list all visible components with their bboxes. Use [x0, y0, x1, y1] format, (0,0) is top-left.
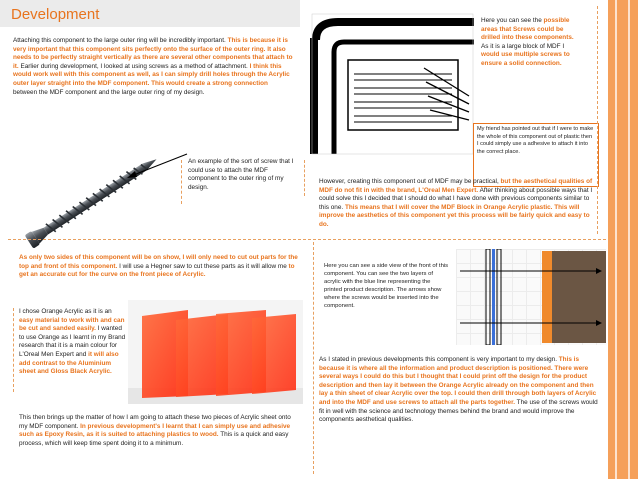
mdf-paragraph: However, creating this component out of MDF may be practical, but the aesthetical qualities of MDF do not fit in with the brand, L'Oreal Men Expert. After thinking about possible ways that I could solve this I decided that I should do what I have done with previous components similar to this one. This means that I will cover the MDF Block in Orange Acrylic plastic. This will improve the aesthetics of this component yet this process will be fairly quick and easy to do.: [319, 178, 593, 228]
right-sidebar: [608, 0, 638, 479]
orange-acrylic-paragraph: I chose Orange Acrylic as it is an easy material to work with and can be cut and sanded easily. I wanted to use Orange as I learnt in my Brand research that it is a main colour for L'Oreal Men Expert and it will also add contrast to the Aluminium sheet and Gloss Black Acrylic.: [19, 308, 126, 376]
screw-arrow-icon: [125, 150, 189, 180]
orange-acrylic-image: [128, 300, 303, 404]
section-divider: [8, 239, 606, 240]
divider: [597, 6, 598, 234]
intro-paragraph: Attaching this component to the large outer ring will be incredibly important. This is because it is very important that this component sits perfectly onto the surface of the outer ring. It also needs to be perfectly straight vertically as there are several other components that attach to it. Earlier during development, I looked at using screws as a method of attachment. I think this would work well with this component as well, as I can simply drill holes through the Acrylic outer layer straight into the MDF component. This would create a strong connection between the MDF component and the large outer ring of my design.: [13, 37, 293, 96]
divider: [13, 308, 14, 392]
sides-paragraph: As only two sides of this component will be on show, I will only need to cut out parts for the top and front of this component. I will use a Hegner saw to cut these parts as it will allow me to get an accurate cut for the curve on the front piece of Acrylic.: [19, 254, 298, 279]
adhesive-paragraph: This then brings up the matter of how I am going to attach these two pieces of Acrylic sheet onto my MDF component. In previous development's I learnt that I can simply use and adhesive such as Epoxy Resin, as it is suited to attaching plastics to wood. This is a quick and easy process, which will keep time spent doing it to a minimum.: [19, 414, 291, 447]
page-title: Development: [11, 6, 100, 23]
side-view-diagram: [456, 249, 606, 345]
screws-note: Here you can see the possible areas that Screws could be drilled into these components. As it is a large block of MDF I would use multiple screws to ensure a solid connection.: [481, 17, 574, 67]
side-view-caption: Here you can see a side view of the front of this component. You can see the two layers of acrylic with the blue line representing the printed product description. The arrows show where the screws would be inserted into the component.: [324, 263, 449, 309]
divider: [313, 242, 314, 474]
divider: [181, 160, 182, 204]
screw-caption: An example of the sort of screw that I could use to attach the MDF component to the outer ring of my design.: [188, 158, 294, 191]
right-sidebar-stripe: [628, 0, 630, 479]
screw-area-diagram: [304, 8, 474, 156]
right-sidebar-stripe: [615, 0, 617, 479]
friend-note: My friend has pointed out that if I were to make the whole of this component out of plastic then I could simply use a adhesive to attach it into the correct place.: [477, 126, 594, 155]
divider: [304, 160, 305, 196]
final-paragraph: As I stated in previous developments this component is very important to my design. This is because it is where all the information and product description is positioned. There were several ways I could do this but I thought that I could print off the design for the product description and then lay it between the Orange Acrylic already on the component and then lay a thin sheet of clear Acrylic over the top. I could then drill through both layers of Acrylic and into the MDF and use screws to attach all the parts together. The use of the screws would fit in well with the science and technology themes behind the brand and would improve the components aesthetical qualities.: [319, 356, 598, 424]
